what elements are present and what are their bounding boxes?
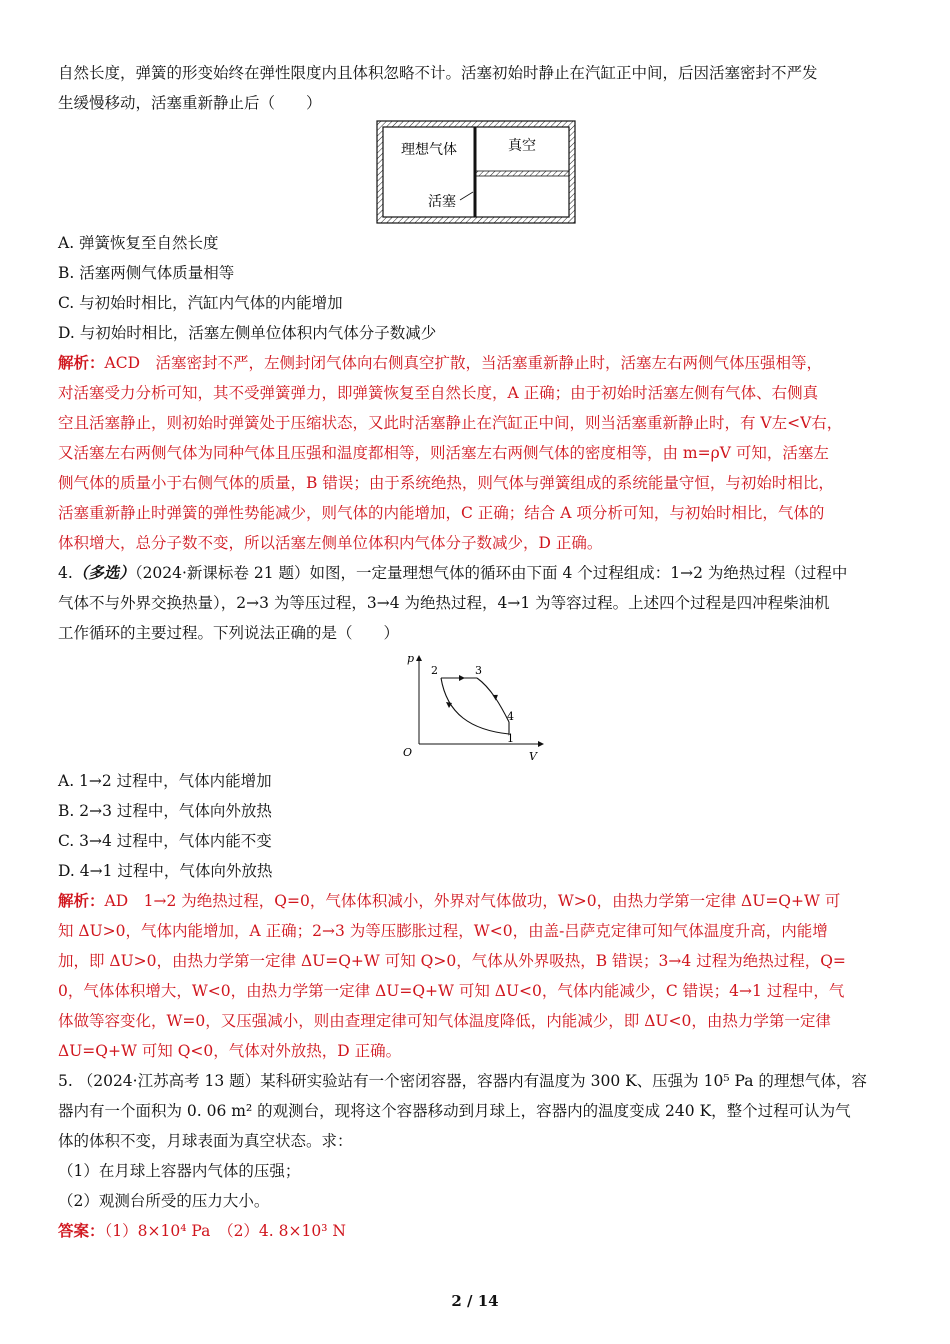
q4-option-a: A. 1→2 过程中，气体内能增加 [58,772,272,790]
spring-shape [476,171,569,176]
q4-analysis-line4: 0，气体体积增大，W<0，由热力学第一定律 ΔU=Q+W 可知 ΔU<0，气体内能减少，C 错误；4→1 过程中，气 [58,982,845,1000]
q5-answer-line [58,1216,894,1246]
q4-analysis-line3: 加，即 ΔU>0，由热力学第一定律 ΔU=Q+W 可知 Q>0，气体从外界吸热，B 错误；3→4 过程为绝热过程，Q= [58,952,846,970]
q4-analysis-line2: 知 ΔU>0，气体内能增加，A 正确；2→3 为等压膨胀过程，W<0，由盖-吕萨克定律可知气体温度升高，内能增 [58,922,828,940]
q4-analysis-label: 解析： [58,891,105,910]
q5-sub1: （1）在月球上容器内气体的压强； [58,1162,301,1180]
page-number: 2 / 14 [451,1292,499,1310]
q3-answer: ACD [104,354,140,372]
q3-stem-line1: 自然长度，弹簧的形变始终在弹性限度内且体积忽略不计。活塞初始时静止在汽缸正中间，后因活塞密封不严发 [58,64,818,82]
q5-answer-label: 答案： [58,1221,105,1240]
q3-option-c: C. 与初始时相比，汽缸内气体的内能增加 [58,294,343,312]
point-4: 4 [507,710,514,723]
q3-analysis-line3: 空且活塞静止，则初始时弹簧处于压缩状态，又此时活塞静止在汽缸正中间，则当活塞重新静止时，有 V左<V右， [58,414,843,432]
q3-analysis-line5: 侧气体的质量小于右侧气体的质量，B 错误；由于系统绝热，则气体与弹簧组成的系统能量守恒，与初始时相比， [58,474,834,492]
vacuum-label: 真空 [508,138,536,154]
q4-multi-tag: （多选） [72,563,135,582]
p-axis-label: p [407,652,415,665]
q3-option-b: B. 活塞两侧气体质量相等 [58,264,235,282]
piston-label: 活塞 [428,194,456,210]
q4-source: （2024·新课标卷 21 题） [134,564,310,582]
origin-label: O [403,746,413,759]
point-2: 2 [431,664,438,677]
q5-stem-line1: 5. （2024·江苏高考 13 题）某科研实验站有一个密闭容器，容器内有温度为 300 K、压强为 10⁵ Pa 的理想气体，容 [58,1072,867,1090]
point-3: 3 [475,664,482,677]
q4-answer: AD [104,892,129,910]
q3-stem-line2: 生缓慢移动，活塞重新静止后（ ） [58,94,322,112]
q5-stem-line3: 体的体积不变，月球表面为真空状态。求： [58,1132,353,1150]
q4-stem-line1: 4.（多选）（2024·新课标卷 21 题）如图，一定量理想气体的循环由下面 4 个过程组成：1→2 为绝热过程（过程中 [58,563,848,582]
point-1: 1 [507,732,514,745]
q3-analysis-label: 解析： [58,353,105,372]
cycle-34 [477,678,509,722]
q4-option-c: C. 3→4 过程中，气体内能不变 [58,832,272,850]
q3-option-a: A. 弹簧恢复至自然长度 [58,234,219,252]
v-axis-label: V [529,750,537,762]
q4-analysis-line1: 解析：AD 1→2 为绝热过程，Q=0，气体体积减小，外界对气体做功，W>0，由热力学第一定律 ΔU=Q+W 可 [58,891,841,910]
cycle-12 [441,678,509,734]
q4-option-d: D. 4→1 过程中，气体向外放热 [58,862,273,880]
q3-option-d: D. 与初始时相比，活塞左侧单位体积内气体分子数减少 [58,324,437,342]
q4-stem-line2: 气体不与外界交换热量），2→3 为等压过程，3→4 为绝热过程，4→1 为等容过程。上述四个过程是四冲程柴油机 [58,594,830,612]
q3-analysis-line6: 活塞重新静止时弹簧的弹性势能减少，则气体的内能增加，C 正确；结合 A 项分析可知，与初始时相比，气体的 [58,504,825,522]
q5-sub2: （2）观测台所受的压力大小。 [58,1192,270,1210]
q3-analysis-line2: 对活塞受力分析可知，其不受弹簧弹力，即弹簧恢复至自然长度，A 正确；由于初始时活塞左侧有气体、右侧真 [58,384,819,402]
q4-pv-diagram [401,650,551,762]
q3-analysis-line4: 又活塞左右两侧气体为同种气体且压强和温度都相等，则活塞左右两侧气体的密度相等，由 m=ρV 可知，活塞左 [58,444,829,462]
q4-analysis-line5: 体做等容变化，W=0，又压强减小，则由查理定律可知气体温度降低，内能减少，即 ΔU<0，由热力学第一定律 [58,1012,831,1030]
page-content [58,58,894,1246]
q3-cylinder-figure [376,120,576,224]
q4-analysis-line6: ΔU=Q+W 可知 Q<0，气体对外放热，D 正确。 [58,1042,402,1060]
q5-stem-line2: 器内有一个面积为 0. 06 m² 的观测台，现将这个容器移动到月球上，容器内的温度变成 240 K，整个过程可认为气 [58,1102,851,1120]
q4-stem-line3: 工作循环的主要过程。下列说法正确的是（ ） [58,624,400,642]
left-gas-label: 理想气体 [401,142,457,158]
q4-option-b: B. 2→3 过程中，气体向外放热 [58,802,272,820]
q5-answer-text: （1）8×10⁴ Pa （2）4. 8×10³ N [104,1222,346,1240]
q3-analysis-line7: 体积增大，总分子数不变，所以活塞左侧单位体积内气体分子数减少，D 正确。 [58,534,603,552]
q3-analysis-line1: 解析：ACD 活塞密封不严，左侧封闭气体向右侧真空扩散，当活塞重新静止时，活塞左右两侧气体压强相等， [58,353,823,372]
